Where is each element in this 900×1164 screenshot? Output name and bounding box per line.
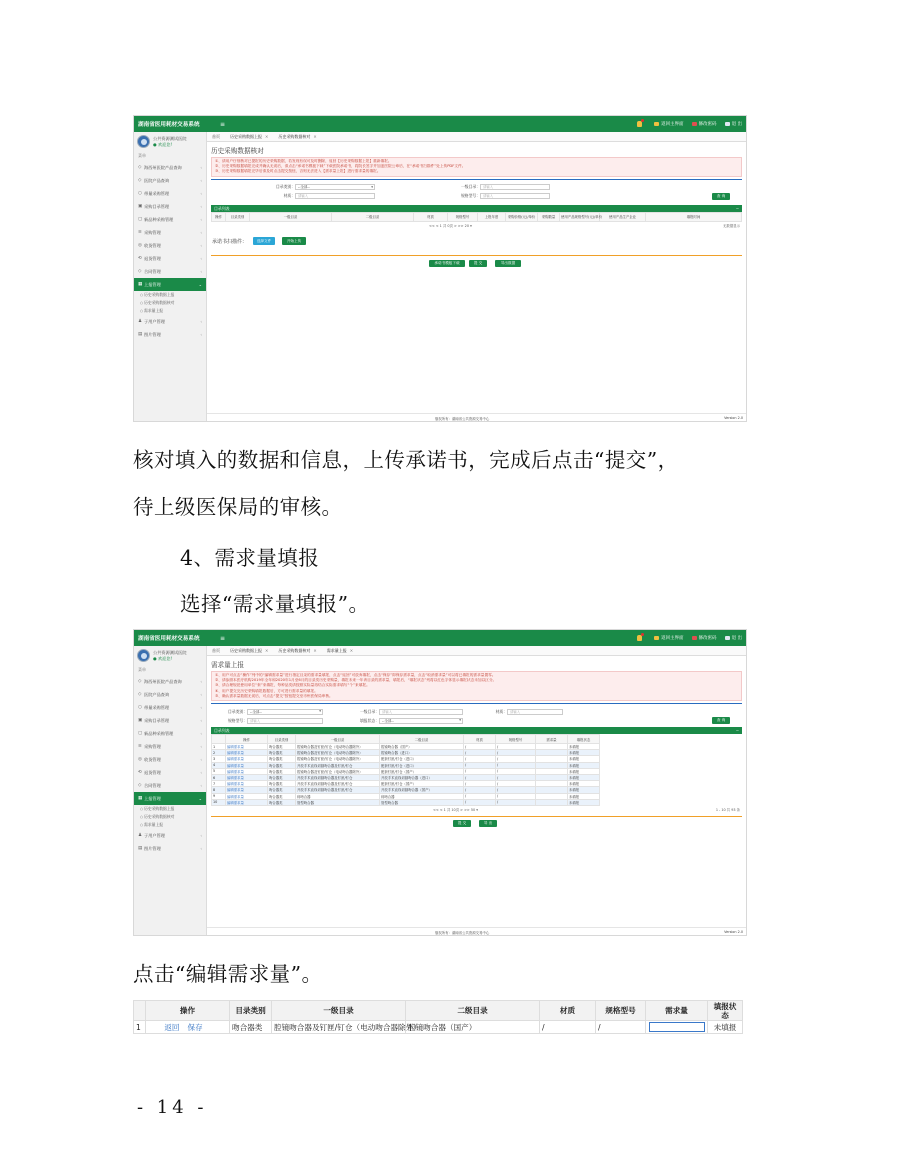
- category-select[interactable]: --全部-- ▾: [247, 709, 323, 715]
- sidebar-item[interactable]: ▢ 新品种采购管理 ‹: [138, 216, 202, 222]
- list-header: 目录列表 −: [211, 205, 742, 212]
- sidebar-item[interactable]: ◇ 医院产品查询 ‹: [138, 691, 202, 697]
- sidebar-item[interactable]: ▤ 图片管理 ‹: [138, 845, 202, 851]
- column-header: 材质: [540, 1001, 596, 1021]
- empty-text: 无数据显示: [723, 223, 740, 228]
- user-box: [134, 132, 206, 151]
- column-header: 一级目录: [272, 1001, 406, 1021]
- home-link[interactable]: 返回主界面: [654, 121, 684, 127]
- return-link[interactable]: 返回: [164, 1022, 180, 1032]
- key-icon: [692, 636, 697, 640]
- user-name: 公共资源测试医院: [153, 135, 187, 141]
- user-name: 公共资源测试医院: [153, 649, 187, 655]
- close-icon: ✕: [265, 133, 269, 139]
- spec-input[interactable]: 请输入: [480, 193, 550, 199]
- bell-icon[interactable]: [637, 635, 642, 641]
- sidebar-item[interactable]: ▣ 采购目录管理 ‹: [138, 203, 202, 209]
- sidebar-item[interactable]: ▣ 采购目录管理 ‹: [138, 717, 202, 723]
- tab[interactable]: 历史采购数据核对 ✕: [278, 647, 317, 653]
- main-content: [207, 132, 746, 421]
- sidebar-section: 菜单: [138, 153, 146, 158]
- sidebar-item[interactable]: ◇ 海西州医院产品查询 ‹: [138, 164, 202, 170]
- level1-input[interactable]: 请输入: [379, 709, 463, 715]
- submit-button[interactable]: 提 交: [453, 820, 471, 827]
- sidebar-subitem[interactable]: ○ 需求量上报: [134, 821, 206, 829]
- tab-home[interactable]: 首页: [212, 647, 220, 653]
- close-icon: ✕: [349, 647, 354, 653]
- download-template-button[interactable]: 承诺书模板下载: [429, 260, 465, 267]
- logout-icon: [725, 636, 730, 640]
- edit-demand-link[interactable]: 编辑需求量: [226, 799, 268, 805]
- table-row: 1 返回 保存 吻合器类 腔镜吻合器及钉匣/钉仓（电动吻合器除外） 腔镜吻合器（国产） / / 未填报: [134, 1021, 743, 1034]
- main-content: [207, 646, 746, 935]
- category-select[interactable]: --全部-- ▾: [295, 184, 375, 190]
- query-button[interactable]: 查 询: [712, 717, 730, 724]
- paragraph-line: 待上级医保局的审核。: [133, 495, 343, 519]
- sidebar-item[interactable]: ≡ 采购管理 ‹: [138, 743, 202, 749]
- sidebar-item[interactable]: ♟ 子用户管理 ‹: [138, 318, 202, 324]
- sidebar-item[interactable]: ◇ 海西州医院产品查询 ‹: [138, 678, 202, 684]
- sidebar-subitem[interactable]: ○ 历史采购数据上报: [134, 805, 206, 813]
- home-icon: [654, 636, 659, 640]
- menu-toggle-icon[interactable]: ≡: [220, 634, 226, 642]
- table-row: 6 编辑需求量 吻合器类 开放手术直线切割吻合器及钉匣/钉仓 开放手术直线切割吻合器（进口） / / 未填报: [212, 774, 600, 780]
- sidebar-item-report[interactable]: ▦ 上报管理 ⌄: [134, 278, 206, 291]
- screenshot-history-check: [133, 115, 747, 422]
- home-icon: [654, 122, 659, 126]
- sidebar-item[interactable]: ◇ 合同管理 ‹: [138, 268, 202, 274]
- status-select[interactable]: --全部-- ▾: [379, 718, 463, 724]
- upload-area: 承诺书扫描件： 选择文件 开始上传: [207, 235, 746, 253]
- table-row: 4 编辑需求量 吻合器类 开放手术直线切割吻合器及钉匣/钉仓 配套钉匣/钉仓（进口） / / 未填报: [212, 762, 600, 768]
- notice-box: ①、用户可点击“操作”列中的“编辑需求量”进行指定目录的需求量填报，点击“返回”可放弃填报，点击“保存”即保存需求量，点击“取消需求量”可以将已填报的需求量置零。 ②、请参照本医疗机构2019年全年和2020年1月至6月的目录类历史采购量，填报未来一年该目录的需求量，填报后，“填报状态”列将以红色字体显示填报状态未加以区分。 ③、请合理规范使用单位“套”来填报，每种品类请按照实际量再结合实际需求填写“个”来填报。 ④、用户提交完历史采购填报数据后，方可进行需求量的填报。 ⑤、确认需求量数据无误后，可点击“提交”按钮提交至市州医保局审核。: [211, 671, 742, 701]
- app-title: 湖南省医用耗材交易系统: [138, 122, 200, 128]
- sidebar-item[interactable]: ◇ 合同管理 ‹: [138, 782, 202, 788]
- table-row: 1 编辑需求量 吻合器类 腔镜吻合器及钉匣/钉仓（电动吻合器除外） 腔镜吻合器（国产） / / 未填报: [212, 744, 600, 750]
- choose-file-button[interactable]: 选择文件: [253, 237, 275, 245]
- logout-link[interactable]: 退 出: [725, 635, 742, 641]
- page-number: - 14 -: [137, 1097, 208, 1118]
- submit-button[interactable]: 提 交: [469, 260, 487, 267]
- app-title: 湖南省医用耗材交易系统: [138, 636, 200, 642]
- top-bar: [134, 630, 746, 646]
- footer: 版权所有：湖南省公共资源交易中心 Version 2.0: [207, 413, 746, 421]
- sidebar-item[interactable]: ⟲ 退货管理 ‹: [138, 255, 202, 261]
- edit-demand-link[interactable]: 编辑需求量: [226, 787, 268, 793]
- edit-demand-link[interactable]: 编辑需求量: [226, 793, 268, 799]
- edit-demand-link[interactable]: 编辑需求量: [226, 781, 268, 787]
- history-table: 操作 目录类别 一级目录 二级目录 材质 规格型号 上报年度 采购价格(元)/单价 采购数量 使用产品规格型号(元)/单价 使用产品生产企业 填报时间: [211, 212, 742, 222]
- top-bar: [134, 116, 746, 132]
- sidebar-item[interactable]: ○ 带量采购管理 ‹: [138, 704, 202, 710]
- change-password-link[interactable]: 修改密码: [692, 635, 717, 641]
- page-title: 需求量上报: [211, 661, 244, 669]
- sidebar-item[interactable]: ○ 带量采购管理 ‹: [138, 190, 202, 196]
- online-status: ● 欢迎您!: [153, 655, 173, 661]
- tab[interactable]: 需求量上报 ✕: [326, 647, 354, 653]
- key-icon: [692, 122, 697, 126]
- screenshot-demand-report: [133, 629, 747, 936]
- demand-table: 操作 目录类别 一级目录 二级目录 材质 规格型号 需求量 填报状态 1 编辑需求量 吻合器类 腔镜吻合器及钉匣/钉仓（电动吻合器除外） 腔镜吻合器（国产） / / 未填报 2 编辑需求量 吻合器类 腔镜吻合器及钉匣/钉仓（电动吻合器除外） 腔镜吻合器（进口） / / 未填报 3 编辑需求量 吻合器类 腔镜吻合器及钉匣/钉仓（电动吻合器除外） 配套钉匣/钉仓（进口） / / 未填报 4 编辑需求量 吻合器类 开放手术直线切割吻合器及钉匣/钉仓 配套钉匣/钉仓（进口） / / 未填报 5 编辑需求量 吻合器类 腔镜吻合器及钉匣/钉仓（电动吻合器除外） 配套钉匣/钉仓（国产） / / 未填报 6 编辑需求量 吻合器类 开放手术直线切割吻合器及钉匣/钉仓 开放手术直线切割吻合器（进口） / / 未填报 7 编辑需求量 吻合器类 开放手术直线切割吻合器及钉匣/钉仓 配套钉匣/钉仓（国产） / / 未填报 8 编辑需求量 吻合器类 开放手术直线切割吻合器及钉匣/钉仓 开放手术直线切割吻合器（国产） / / 未填报 9 编辑需求量 吻合器类 痔吻合器 痔吻合器 / / 未填报 10 编辑需求量 吻合器类 管型吻合器 管型吻合器 / / 未填报: [211, 734, 600, 806]
- sidebar-item[interactable]: ◎ 收货管理 ‹: [138, 242, 202, 248]
- table-row: 2 编辑需求量 吻合器类 腔镜吻合器及钉匣/钉仓（电动吻合器除外） 腔镜吻合器（进口） / / 未填报: [212, 750, 600, 756]
- logout-link[interactable]: 退 出: [725, 121, 742, 127]
- tab[interactable]: 历史采购数据上报 ✕: [230, 647, 269, 653]
- record-count: 1 - 10 共 93 条: [715, 807, 740, 812]
- change-password-link[interactable]: 修改密码: [692, 121, 717, 127]
- column-header: 目录类别: [230, 1001, 272, 1021]
- column-header: 需求量: [646, 1001, 708, 1021]
- tab-home[interactable]: 首页: [212, 133, 220, 139]
- column-header: 二级目录: [406, 1001, 540, 1021]
- list-header: 目录列表 −: [211, 727, 742, 734]
- export-button[interactable]: 导出数据: [495, 260, 521, 267]
- avatar: [137, 135, 150, 148]
- logout-icon: [725, 122, 730, 126]
- close-icon: ✕: [265, 647, 269, 653]
- edit-demand-link[interactable]: 编辑需求量: [226, 762, 268, 768]
- tab[interactable]: 历史采购数据上报 ✕: [230, 133, 269, 139]
- start-upload-button[interactable]: 开始上传: [282, 237, 306, 245]
- edit-demand-link[interactable]: 编辑需求量: [226, 756, 268, 762]
- save-link[interactable]: 保存: [187, 1022, 203, 1032]
- table-row: 3 编辑需求量 吻合器类 腔镜吻合器及钉匣/钉仓（电动吻合器除外） 配套钉匣/钉仓（进口） / / 未填报: [212, 756, 600, 762]
- spec-input[interactable]: 请输入: [247, 718, 323, 724]
- footer: 版权所有：湖南省公共资源交易中心 Version 2.0: [207, 927, 746, 935]
- sidebar-item[interactable]: ▢ 新品种采购管理 ‹: [138, 730, 202, 736]
- query-button[interactable]: 查 询: [712, 193, 730, 200]
- edit-demand-link[interactable]: 编辑需求量: [226, 768, 268, 774]
- sidebar-subitem[interactable]: ○ 需求量上报: [134, 307, 206, 315]
- paragraph-line: 选择“需求量填报”。: [180, 592, 370, 616]
- pagination: << < 1 共 10页 > >> 50 ▾ 1 - 10 共 93 条: [433, 807, 740, 812]
- column-header: 规格型号: [596, 1001, 646, 1021]
- bell-icon[interactable]: [637, 121, 642, 127]
- paragraph-line: 点击“编辑需求量”。: [133, 962, 323, 986]
- demand-quantity-input[interactable]: [649, 1022, 705, 1032]
- material-input[interactable]: 请输入: [507, 709, 563, 715]
- close-icon: ✕: [313, 647, 317, 653]
- level1-input[interactable]: 请输入: [480, 184, 550, 190]
- sidebar-section: 菜单: [138, 667, 146, 672]
- sidebar-item[interactable]: ≡ 采购管理 ‹: [138, 229, 202, 235]
- sidebar-item[interactable]: ◇ 医院产品查询 ‹: [138, 177, 202, 183]
- tab[interactable]: 历史采购数据核对 ✕: [278, 133, 317, 139]
- table-row: 5 编辑需求量 吻合器类 腔镜吻合器及钉匣/钉仓（电动吻合器除外） 配套钉匣/钉仓（国产） / / 未填报: [212, 768, 600, 774]
- section-heading: 4、需求量填报: [180, 546, 320, 570]
- sidebar-item[interactable]: ♟ 子用户管理 ‹: [138, 832, 202, 838]
- online-status: ● 欢迎您!: [153, 141, 173, 147]
- paragraph-line: 核对填入的数据和信息，上传承诺书，完成后点击“提交”，: [133, 448, 679, 472]
- sidebar-subitem[interactable]: ○ 历史采购数据核对: [134, 813, 206, 821]
- edit-demand-link[interactable]: 编辑需求量: [226, 744, 268, 750]
- home-link[interactable]: 返回主界面: [654, 635, 684, 641]
- close-icon: ✕: [313, 133, 317, 139]
- sidebar: [134, 132, 207, 421]
- sidebar: [134, 646, 207, 935]
- filter-form: 目录类别： --全部-- ▾ 一级目录： 请输入 材质： 请输入 规格型号： 请输入 填报状态： --全部-- ▾ 查 询: [207, 707, 746, 727]
- avatar: [137, 649, 150, 662]
- sidebar-subitem[interactable]: ○ 历史采购数据上报: [134, 291, 206, 299]
- table-row: 9 编辑需求量 吻合器类 痔吻合器 痔吻合器 / / 未填报: [212, 793, 600, 799]
- filter-form: 目录类别： --全部-- ▾ 一级目录： 请输入 材质： 请输入 规格型号： 请输入 查 询: [207, 183, 746, 205]
- page-title: 历史采购数据核对: [211, 147, 264, 155]
- menu-toggle-icon[interactable]: ≡: [220, 120, 226, 128]
- tab-bar: [207, 646, 746, 656]
- sidebar-subitem[interactable]: ○ 历史采购数据核对: [134, 299, 206, 307]
- tab-bar: [207, 132, 746, 142]
- sidebar-item[interactable]: ◎ 收货管理 ‹: [138, 756, 202, 762]
- sidebar-item[interactable]: ▤ 图片管理 ‹: [138, 331, 202, 337]
- user-box: [134, 646, 206, 665]
- edit-demand-link[interactable]: 编辑需求量: [226, 750, 268, 756]
- edit-demand-table: [133, 1000, 743, 1034]
- table-row: 7 编辑需求量 吻合器类 开放手术直线切割吻合器及钉匣/钉仓 配套钉匣/钉仓（国产） / / 未填报: [212, 781, 600, 787]
- edit-demand-link[interactable]: 编辑需求量: [226, 774, 268, 780]
- table-row: 8 编辑需求量 吻合器类 开放手术直线切割吻合器及钉匣/钉仓 开放手术直线切割吻合器（国产） / / 未填报: [212, 787, 600, 793]
- table-row: 10 编辑需求量 吻合器类 管型吻合器 管型吻合器 / / 未填报: [212, 799, 600, 805]
- column-header: 操作: [146, 1001, 230, 1021]
- export-button[interactable]: 导 出: [479, 820, 497, 827]
- material-input[interactable]: 请输入: [295, 193, 375, 199]
- sidebar-item-report[interactable]: ▦ 上报管理 ⌄: [134, 792, 206, 805]
- pagination: << < 1 共 0页 > >> 20 ▾ 无数据显示: [429, 223, 740, 228]
- column-header: 填报状 态: [708, 1001, 743, 1021]
- sidebar-item[interactable]: ⟲ 退货管理 ‹: [138, 769, 202, 775]
- notice-box: ①、请用户仔细核对已提报的历史采购数据，若发现有误可及时删除，返回【历史采购数据上报】重新填报。 ②、历史采购数据填报完成并确认无误后，请点击“承诺书模板下载”下载医院承诺书，将院长签字并加盖医院公章后，在“承诺书扫描件”处上传PDF文件。 ③、历史采购数据填报完毕后请及时点击提交按钮，否则无法进入【需求量上报】进行需求量的填报。: [211, 157, 742, 177]
